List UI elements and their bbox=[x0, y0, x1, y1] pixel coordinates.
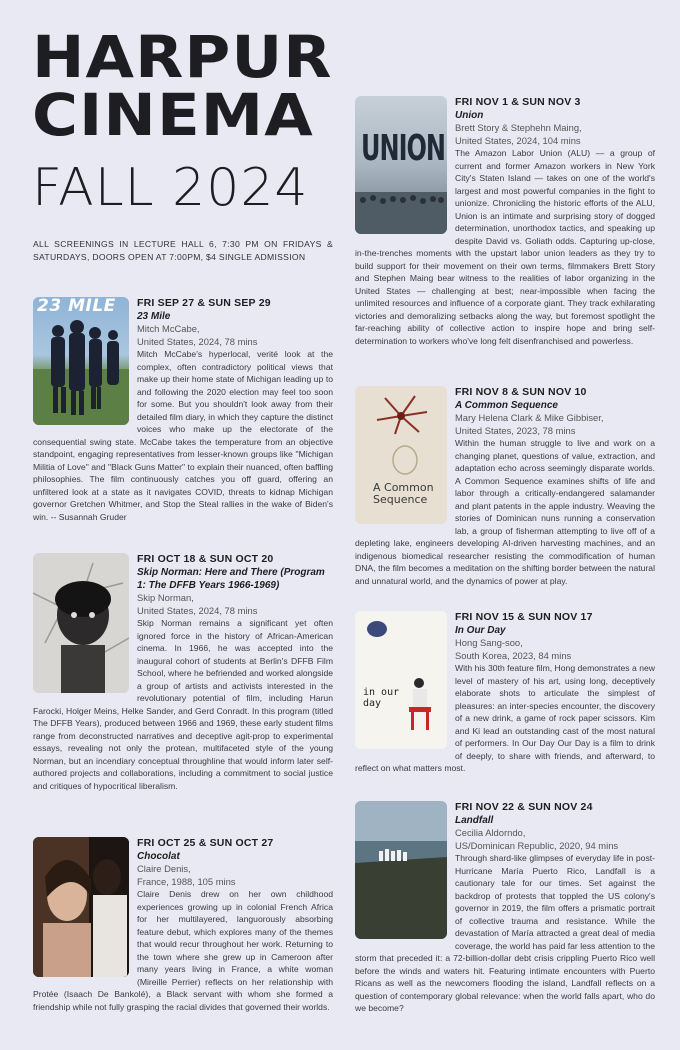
title-harpur: HARPUR bbox=[32, 23, 333, 91]
film-dates: FRI SEP 27 & SUN SEP 29 bbox=[137, 297, 271, 309]
coastline-image bbox=[355, 801, 447, 939]
film-entry-skip-norman bbox=[33, 553, 333, 792]
poster-title-text: 23 MILE bbox=[37, 297, 116, 316]
film-description: Skip Norman remains a significant yet often ignored force in the history of African-American cinema. In 1966, he was accepted into the inaugural cohort of students at Berlin's DFFB Film School, where he befriended and worked alongside a group of artists and activists interested in the revolutionary potential of film, including Harun Farocki, Holger Meins, Helke Sander, and Gerd Conradt. In this program (titled The DFFB Years), produced between 1966 and 1969, these early student films range from deconstructed narratives and deceptive agit-prop to experimental essays, revealing not only the protean, multifaceted style of the young Norman, but an incendiary conceptual throughline that would inform later self-authored projects and collaborations, including a commitment to social justice and critiques of hypocritical liberalism. bbox=[33, 618, 333, 791]
title-fall-2024: FALL 2024 bbox=[32, 158, 309, 218]
police-officers-image bbox=[33, 297, 129, 425]
poster-title-text: UNION bbox=[361, 126, 445, 169]
film-meta: South Korea, 2023, 84 mins bbox=[455, 649, 572, 661]
film-entry-landfall bbox=[355, 801, 655, 1015]
film-title: In Our Day bbox=[455, 625, 506, 636]
film-meta: United States, 2024, 78 mins bbox=[137, 604, 258, 616]
film-entry-23-mile bbox=[33, 297, 333, 523]
poster-a-common-sequence bbox=[355, 386, 447, 524]
boy-portrait-image bbox=[33, 553, 129, 693]
film-dates: FRI NOV 22 & SUN NOV 24 bbox=[455, 801, 593, 813]
film-director: Claire Denis, bbox=[137, 863, 191, 874]
film-description: With his 30th feature film, Hong demonstrates a new level of mastery of his art, using long, deceptively elaborate shots to articulate the simplest of pleasures: an inter-species encounter, the discovery of a new drink, a game of rock paper scissors. Kim and Ki lead an outstanding cast of the most natural of performers. In Our Day Our Day is a film to drink of deeply, to share with friends, and afterward, to reflect on what matters most. bbox=[355, 663, 655, 773]
film-entry-in-our-day bbox=[355, 611, 655, 775]
poster-landfall bbox=[355, 801, 447, 939]
film-director: Hong Sang-soo, bbox=[455, 637, 523, 648]
film-entry-chocolat bbox=[33, 837, 333, 1013]
film-director: Cecilia Aldorndo, bbox=[455, 827, 526, 838]
film-director: Skip Norman, bbox=[137, 592, 194, 603]
film-description: Mitch McCabe's hyperlocal, verité look at the complex, often contradictory political views that make up their home state of Michigan leading up to and following the 2020 election may feel too soon for some. But you shouldn't look away from their detailed film diary, in which they capture the distinct voices who make up the electorate of the consequential swing state. McCabe takes the temperature from an objective standpoint, engaging representatives from lesser-known groups like "Michigan Militia of Love" and "Black Guns Matter" to explain their nuanced, often baffling philosophies. The film continuously catches you off guard, offering an unfiltered look at a state as it navigates COVID, threats to kidnap Michigan governor Gretchen Whitmer, and Stop the Steal rallies in the wake of Biden's win. -- Susannah Gruder bbox=[33, 349, 333, 522]
person-on-chair-image bbox=[355, 611, 447, 749]
film-title: Landfall bbox=[455, 815, 494, 826]
poster-title-text: A Common Sequence bbox=[373, 481, 434, 506]
film-title: A Common Sequence bbox=[455, 400, 558, 411]
film-dates: FRI NOV 1 & SUN NOV 3 bbox=[455, 96, 581, 108]
film-director: Brett Story & Stephehn Maing, bbox=[455, 122, 582, 133]
film-dates: FRI OCT 25 & SUN OCT 27 bbox=[137, 837, 274, 849]
poster-union bbox=[355, 96, 447, 234]
film-description: Within the human struggle to live and work on a changing planet, questions of value, extraction, and adaptation echo across seemingly disparate worlds. A Common Sequence examines shifts of life and labor through a critically-endangered salamander and plant patents in the apple industry. Weaving the stories of Dominican nuns running a conservation lab, a group of fisherman attempting to live off of a depleting lake, engineers developing AI-driven harvesting machines, and an indigenous biomedical researcher resisting the commodification of human DNA, the film becomes a meditation on the shifting border between the natural and unnatural world, and the dynamics of power at play. bbox=[355, 438, 655, 586]
poster-23-mile bbox=[33, 297, 129, 425]
film-entry-a-common-sequence bbox=[355, 386, 655, 587]
film-meta: United States, 2023, 78 mins bbox=[455, 424, 576, 436]
film-title: Union bbox=[455, 110, 484, 121]
film-director: Mary Helena Clark & Mike Gibbiser, bbox=[455, 412, 604, 423]
film-director: Mitch McCabe, bbox=[137, 323, 200, 334]
film-entry-union bbox=[355, 96, 655, 347]
film-meta: US/Dominican Republic, 2020, 94 mins bbox=[455, 839, 619, 851]
film-dates: FRI NOV 8 & SUN NOV 10 bbox=[455, 386, 587, 398]
film-meta: United States, 2024, 78 mins bbox=[137, 335, 258, 347]
film-title: 23 Mile bbox=[137, 311, 171, 322]
film-description: The Amazon Labor Union (ALU) — a group of current and former Amazon workers in New York City's Staten Island — takes on one of the world's largest and most powerful companies in the fight to unionize. Chronicling the historic efforts of the ALU, Union is an intimate and surprising story of dogged determination, unorthodox tactics, and speaking up despite David vs. Goliath odds. Capturing up-close, in-the-trenches moments with the upstart labor union leaders as they try to build support for their movement on their own terms, filmmakers Brett Story and Stephen Maing bear witness to the realities of labor organizing in the United States — challenging at best; near-impossible when facing the unlimited resources and influence of a corporate giant. They track exhilarating victories and demoralizing setbacks along the way, but foremost spotlight the far-reaching ability of collective action to inspire hope and bring self-determination to workers who've long felt disenfranchised and powerless. bbox=[355, 148, 655, 346]
film-meta: France, 1988, 105 mins bbox=[137, 875, 236, 887]
film-meta: United States, 2024, 104 mins bbox=[455, 134, 581, 146]
film-title: Chocolat bbox=[137, 851, 180, 862]
couple-portrait-image bbox=[33, 837, 129, 977]
poster-in-our-day bbox=[355, 611, 447, 749]
poster-title-text: in our day bbox=[363, 687, 400, 709]
title-cinema: CINEMA bbox=[32, 81, 314, 149]
film-description: Through shard-like glimpses of everyday life in post-Hurricane María Puerto Rico, Landfall is a cautionary tale for our times. Set against the backdrop of protests that toppled the US colony's governor in 2019, the film offers a prismatic portrait of collective trauma and resistance. While the devastation of María attracted a great deal of media coverage, the world has paid far less attention to the storm that preceded it: a 72-billion-dollar debt crisis crippling Puerto Rico well before the winds and waters hit. Featuring intimate encounters with Puerto Ricans as well as the newcomers flooding the island, Landfall reflects on a question of contemporary global relevance: when the world falls apart, who do we become? bbox=[355, 853, 655, 1013]
film-dates: FRI OCT 18 & SUN OCT 20 bbox=[137, 553, 274, 565]
film-description: Claire Denis drew on her own childhood experiences growing up in colonial French Africa for her multilayered, languorously absorbing feature debut, which explores many of the themes that would recur throughout her work. Returning to the town where she grew up in Cameroon after many years living in France, a white woman (Mireille Perrier) reflects on her relationship with Protée (Isaach De Bankolé), a Black servant with whom she formed a friendship while not fully grasping the racial divides that governed their worlds. bbox=[33, 889, 333, 1012]
poster-chocolat bbox=[33, 837, 129, 977]
poster-skip-norman bbox=[33, 553, 129, 693]
film-title: Skip Norman: Here and There (Program 1: The DFFB Years 1966-1969) bbox=[137, 567, 325, 591]
screening-info: ALL SCREENINGS IN LECTURE HALL 6, 7:30 PM ON FRIDAYS & SATURDAYS, DOORS OPEN AT 7:00PM, $4 SINGLE ADMISSION bbox=[33, 239, 333, 262]
film-dates: FRI NOV 15 & SUN NOV 17 bbox=[455, 611, 593, 623]
